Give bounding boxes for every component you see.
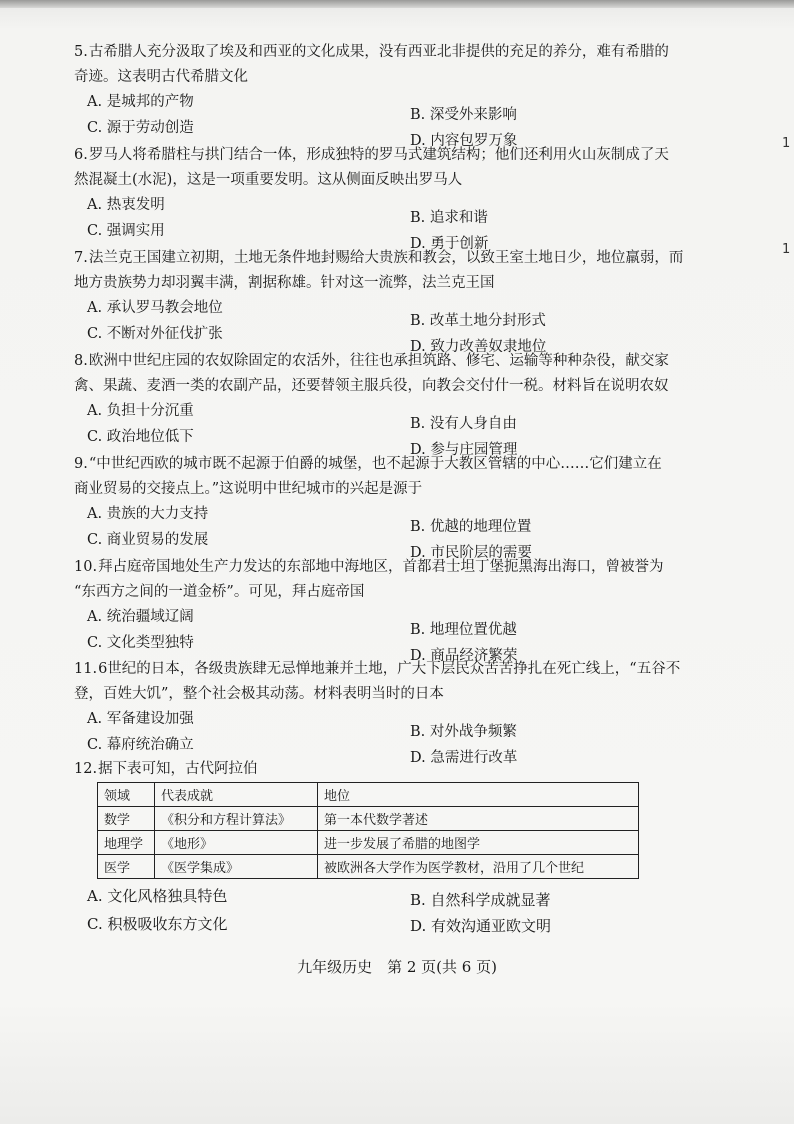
question-stem: 拜占庭帝国地处生产力发达的东部地中海地区，首都君士坦丁堡扼黑海出海口，曾被誉为	[98, 559, 664, 575]
question-stem-cont: 禽、果蔬、麦酒一类的农副产品，还要替领主服兵役，向教会交付什一税。材料旨在说明农奴	[74, 378, 669, 394]
question-stem: 据下表可知，古代阿拉伯	[98, 761, 258, 777]
option-d[interactable]: D. 有效沟通亚欧文明	[410, 917, 552, 935]
option-d[interactable]: D. 商品经济繁荣	[410, 648, 518, 664]
table-cell: 地理学	[98, 831, 155, 855]
option-d[interactable]: D. 市民阶层的需要	[410, 545, 532, 561]
option-a[interactable]: A. 文化风格独具特色	[87, 887, 228, 905]
question-7	[74, 246, 694, 355]
option-c[interactable]: C. 商业贸易的发展	[87, 532, 209, 548]
question-stem: 罗马人将希腊柱与拱门结合一体，形成独特的罗马式建筑结构；他们还利用火山灰制成了天	[88, 147, 669, 163]
table-row	[98, 855, 639, 879]
question-number: 8.	[74, 353, 88, 369]
question-9	[74, 452, 694, 561]
option-b[interactable]: B. 对外战争频繁	[410, 724, 517, 740]
option-c[interactable]: C. 政治地位低下	[87, 429, 194, 445]
question-8	[74, 349, 694, 458]
question-5	[74, 40, 694, 149]
option-a[interactable]: A. 热衷发明	[87, 197, 165, 213]
question-stem-cont: 商业贸易的交接点上。”这说明中世纪城市的兴起是源于	[74, 481, 423, 497]
table-cell: 数学	[98, 807, 155, 831]
table-cell: 第一本代数学著述	[318, 807, 639, 831]
option-b[interactable]: B. 优越的地理位置	[410, 519, 532, 535]
question-10	[74, 555, 694, 664]
table-header: 领域	[98, 783, 155, 807]
question-stem-cont: “东西方之间的一道金桥”。可见，拜占庭帝国	[74, 584, 365, 600]
question-number: 9.	[74, 456, 88, 472]
table-header: 代表成就	[155, 783, 318, 807]
option-c[interactable]: C. 幕府统治确立	[87, 737, 194, 753]
option-d[interactable]: D. 勇于创新	[410, 236, 489, 252]
options	[74, 90, 694, 149]
question-number: 6.	[74, 147, 88, 163]
table-cell: 《医学集成》	[155, 855, 318, 879]
question-number: 11.	[74, 661, 98, 677]
table-cell: 医学	[98, 855, 155, 879]
option-a[interactable]: A. 统治疆域辽阔	[87, 609, 194, 625]
option-b[interactable]: B. 追求和谐	[410, 210, 488, 226]
option-a[interactable]: A. 贵族的大力支持	[87, 506, 209, 522]
question-stem-cont: 地方贵族势力却羽翼丰满，割据称雄。针对这一流弊，法兰克王国	[74, 275, 495, 291]
question-12	[74, 757, 694, 782]
options	[74, 193, 694, 252]
table-cell: 《地形》	[155, 831, 318, 855]
scan-top-edge	[0, 0, 794, 8]
option-c[interactable]: C. 强调实用	[87, 223, 165, 239]
margin-mark: 1	[782, 136, 791, 151]
margin-mark: 1	[782, 242, 791, 257]
options	[74, 399, 694, 458]
option-a[interactable]: A. 是城邦的产物	[87, 94, 194, 110]
table-cell: 《积分和方程计算法》	[155, 807, 318, 831]
page-footer: 九年级历史 第 2 页(共 6 页)	[297, 958, 497, 976]
option-b[interactable]: B. 深受外来影响	[410, 107, 517, 123]
option-d[interactable]: D. 内容包罗万象	[410, 133, 518, 149]
option-a[interactable]: A. 军备建设加强	[87, 711, 194, 727]
table-header-row	[98, 783, 639, 807]
option-b[interactable]: B. 没有人身自由	[410, 416, 517, 432]
question-stem-cont: 奇迹。这表明古代希腊文化	[74, 69, 248, 85]
option-c[interactable]: C. 积极吸收东方文化	[87, 915, 228, 933]
table-row	[98, 807, 639, 831]
question-6	[74, 143, 694, 252]
option-d[interactable]: D. 急需进行改革	[410, 750, 518, 766]
option-d[interactable]: D. 参与庄园管理	[410, 442, 518, 458]
question-stem: 6世纪的日本，各级贵族肆无忌惮地兼并土地，广大下层民众苦苦挣扎在死亡线上，“五谷不	[98, 661, 681, 677]
option-c[interactable]: C. 不断对外征伐扩张	[87, 326, 223, 342]
question-number: 12.	[74, 761, 98, 777]
achievements-table	[97, 782, 639, 879]
option-b[interactable]: B. 自然科学成就显著	[410, 891, 551, 909]
table-row	[98, 831, 639, 855]
question-stem: 欧洲中世纪庄园的农奴除固定的农活外，往往也承担筑路、修宅、运输等种种杂役，献交家	[88, 353, 669, 369]
options	[74, 707, 694, 766]
option-a[interactable]: A. 承认罗马教会地位	[87, 300, 223, 316]
question-stem: 法兰克王国建立初期，土地无条件地封赐给大贵族和教会，以致王室土地日少，地位羸弱，而	[88, 250, 684, 266]
table-cell: 进一步发展了希腊的地图学	[318, 831, 639, 855]
option-b[interactable]: B. 地理位置优越	[410, 622, 517, 638]
question-number: 7.	[74, 250, 88, 266]
options	[74, 605, 694, 664]
question-stem-cont: 登，百姓大饥”，整个社会极其动荡。材料表明当时的日本	[74, 686, 444, 702]
option-d[interactable]: D. 致力改善奴隶地位	[410, 339, 547, 355]
question-number: 5.	[74, 44, 88, 60]
question-stem: 古希腊人充分汲取了埃及和西亚的文化成果，没有西亚北非提供的充足的养分，难有希腊的	[88, 44, 669, 60]
table-cell: 被欧洲各大学作为医学教材，沿用了几个世纪	[318, 855, 639, 879]
table-header: 地位	[318, 783, 639, 807]
option-b[interactable]: B. 改革土地分封形式	[410, 313, 546, 329]
options	[74, 296, 694, 355]
question-11	[74, 657, 694, 766]
option-c[interactable]: C. 文化类型独特	[87, 635, 194, 651]
options	[74, 502, 694, 561]
question-stem-cont: 然混凝土(水泥)，这是一项重要发明。这从侧面反映出罗马人	[74, 172, 463, 188]
question-number: 10.	[74, 559, 98, 575]
options	[74, 885, 694, 937]
option-c[interactable]: C. 源于劳动创造	[87, 120, 194, 136]
question-stem: “中世纪西欧的城市既不起源于伯爵的城堡，也不起源于大教区管辖的中心……它们建立在	[88, 456, 662, 472]
option-a[interactable]: A. 负担十分沉重	[87, 403, 194, 419]
